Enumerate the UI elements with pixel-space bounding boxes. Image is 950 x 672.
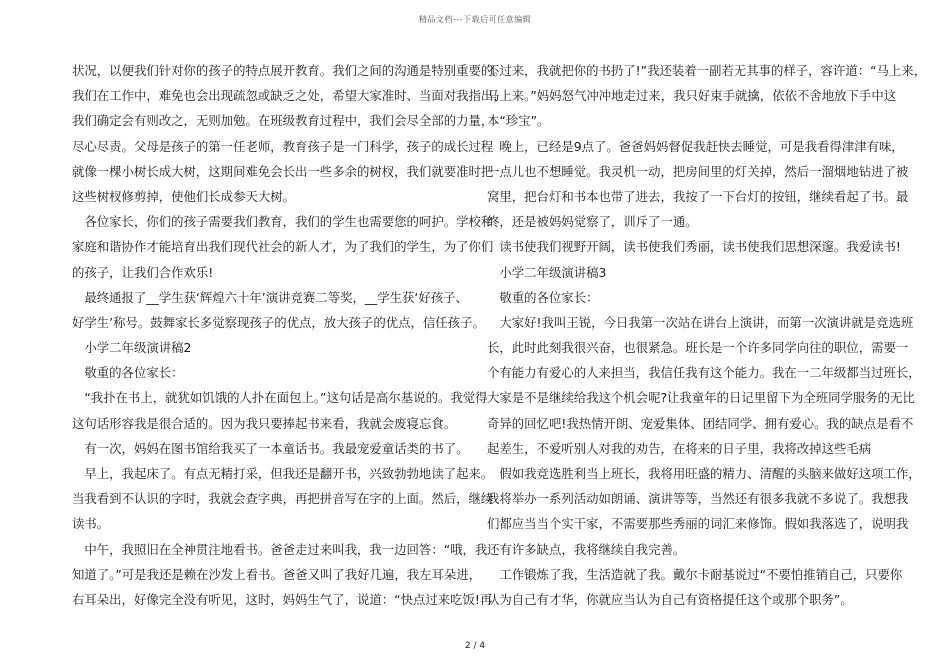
text-line: 读书使我们视野开阔，读书使我们秀丽，读书使我们思想深邃。我爱读书! bbox=[487, 239, 901, 255]
text-line: 大家是不是继续给我这个机会呢?让我童年的日记里留下为全班同学服务的无比 bbox=[487, 390, 915, 406]
left-text-column bbox=[72, 58, 506, 612]
text-line: 我们确定会有则改之，无则加勉。在班级教育过程中，我们会尽全部的力量， bbox=[72, 113, 494, 129]
text-line: 的孩子，让我们合作欢乐! bbox=[72, 264, 214, 280]
text-line: 右耳朵出，好像完全没有听见，这时，妈妈生气了，说道：“快点过来吃饭!再 bbox=[72, 591, 493, 607]
section-heading: 小学二年级演讲稿2 bbox=[72, 340, 192, 356]
salutation: 敬重的各位家长： bbox=[487, 289, 599, 305]
salutation: 敬重的各位家长： bbox=[72, 365, 184, 381]
text-line: 长，此时此刻我很兴奋，也很紧急。班长是一个许多同学向往的职位，需要一 bbox=[487, 340, 909, 356]
text-line: 各位家长，你们的孩子需要我们教育，我们的学生也需要您的呵护。学校和 bbox=[72, 214, 494, 230]
text-line: 马上来。”妈妈怒气冲冲地走过来，我只好束手就擒，依依不舍地放下手中这 bbox=[487, 88, 897, 104]
text-line: 最终通报了__学生获‘辉煌六十年’演讲竞赛二等奖，__学生获‘好孩子、 bbox=[72, 289, 468, 305]
page-header: 精品文档---下载后可任意编辑 bbox=[418, 15, 532, 24]
text-line: 读书。 bbox=[72, 516, 110, 532]
text-line: 尽心尽责。父母是孩子的第一任老师，教育孩子是一门科学，孩子的成长过程 bbox=[72, 138, 494, 154]
text-line: 一点儿也不想睡觉。我灵机一动，把房间里的灯关掉，然后一溜烟地钻进了被 bbox=[487, 163, 909, 179]
right-text-column bbox=[487, 58, 927, 612]
text-line: 就像一棵小树长成大树，这期间难免会长出一些多余的树杈，我们就要准时把 bbox=[72, 163, 494, 179]
text-line: 本“珍宝”。 bbox=[487, 113, 550, 129]
page-number: 2 / 4 bbox=[464, 641, 486, 651]
text-line: 窝里，把台灯和书本也带了进去，我按了一下台灯的按钮，继续看起了书。最 bbox=[487, 188, 909, 204]
text-line: 我将举办一系列活动如朗诵、演讲等等，当然还有很多我就不多说了。我想我 bbox=[487, 491, 909, 507]
text-line: 家庭和谐协作才能培育出我们现代社会的新人才，为了我们的学生，为了你们 bbox=[72, 239, 494, 255]
text-line: 个有能力有爱心的人来担当，我信任我有这个能力。我在一二年级都当过班长， bbox=[487, 365, 921, 381]
text-line: 中午，我照旧在全神贯注地看书。爸爸走过来叫我，我一边回答：“哦，我 bbox=[72, 541, 488, 557]
text-line: 当我看到不认识的字时，我就会查字典，再把拼音写在字的上面。然后，继续 bbox=[72, 491, 494, 507]
text-line: 这句话形容我是很合适的。因为我只要捧起书来看，我就会废寝忘食。 bbox=[72, 415, 457, 431]
text-line: 大家好!我叫王锐，今日我第一次站在讲台上演讲，而第一次演讲就是竞选班 bbox=[487, 314, 914, 330]
text-line: 奇异的回忆吧!我热情开朗、宠爱集体、团结同学、拥有爱心。我的缺点是看不 bbox=[487, 415, 914, 431]
section-heading: 小学二年级演讲稿3 bbox=[487, 264, 607, 280]
text-line: 状况，以便我们针对你的孩子的特点展开教育。我们之间的沟通是特别重要的。 bbox=[72, 63, 506, 78]
text-line: “我扑在书上，就犹如饥饿的人扑在面包上。”这句话是高尔基说的。我觉得 bbox=[72, 390, 488, 406]
text-line: 不过来，我就把你的书扔了!”我还装着一副若无其事的样子，容许道：“马上来， bbox=[487, 63, 927, 78]
text-line: 们都应当当个实干家，不需要那些秀丽的词汇来修饰。假如我落选了，说明我 bbox=[487, 516, 909, 532]
text-line: 好学生’称号。鼓舞家长多觉察现孩子的优点，放大孩子的优点，信任孩子。 bbox=[72, 314, 485, 330]
text-line: 知道了。”可是我还是赖在沙发上看书。爸爸又叫了我好几遍，我左耳朵进， bbox=[72, 566, 482, 582]
text-line: 晚上，已经是9点了。爸爸妈妈督促我赶快去睡觉，可是我看得津津有味， bbox=[487, 138, 904, 154]
text-line: 终，还是被妈妈觉察了，训斥了一通。 bbox=[487, 214, 698, 230]
text-line: 早上，我起床了。有点无精打采，但我还是翻开书，兴致勃勃地读了起来。 bbox=[72, 466, 494, 481]
text-line: 假如我竞选胜利当上班长，我将用旺盛的精力、清醒的头脑来做好这项工作， bbox=[487, 466, 921, 481]
text-line: 有一次，妈妈在图书馆给我买了一本童话书。我最宠爱童话类的书了。 bbox=[72, 440, 469, 456]
text-line: 认为自己有才华，你就应当认为自己有资格提任这个或那个职务”。 bbox=[487, 591, 853, 607]
text-line: 这些树杈修剪掉，使他们长成参天大树。 bbox=[72, 188, 296, 204]
text-line: 工作锻炼了我，生活造就了我。戴尔卡耐基说过“不要怕推销自己，只要你 bbox=[487, 566, 903, 582]
text-line: 起差生，不爱听别人对我的劝告，在将来的日子里，我将改掉这些毛病 bbox=[487, 440, 872, 456]
text-line: 我们在工作中，难免也会出现疏忽或缺乏之处，希望大家准时、当面对我指出， bbox=[72, 88, 506, 104]
text-line: 还有许多缺点，我将继续自我完善。 bbox=[487, 541, 686, 557]
